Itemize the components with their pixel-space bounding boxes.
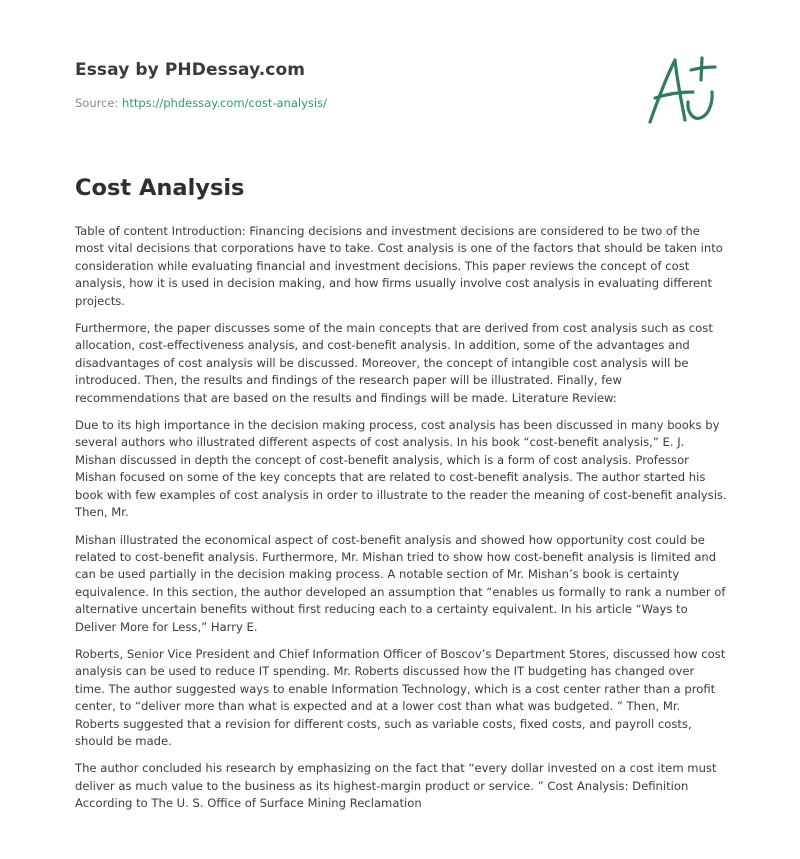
page-header	[75, 0, 725, 130]
paragraph: The author concluded his research by emphasizing on the fact that “every dollar invested on a cost item must deliver as much value to the business as its highest-margin product or service. ” Cost Analysis: Definition According to The U. S. Office of Surface Mining Reclamation	[75, 761, 717, 811]
paragraph: Mishan illustrated the economical aspect of cost-benefit analysis and showed how opportunity cost could be related to cost-benefit analysis. Furthermore, Mr. Mishan tried to show how cost-benefit analysis is limited and can be used partially in the decision making process. A notable section of Mr. Mishan’s book is certainty equivalence. In this section, the author developed an assumption that “enables us formally to rank a number of alternative uncertain benefits without first reducing each to a certainty equivalent. In his article “Ways to Deliver More for Less,” Harry E.	[75, 532, 726, 634]
article-title: Cost Analysis	[75, 175, 245, 201]
article-body	[75, 223, 727, 823]
source-label: Source:	[75, 96, 123, 110]
paragraph: Roberts, Senior Vice President and Chief Information Officer of Boscov’s Department Stores, discussed how cost analysis can be used to reduce IT spending. Mr. Roberts discussed how the IT budgeting has changed over time. The author suggested ways to enable Information Technology, which is a cost center rather than a profit center, to “deliver more than what is expected and at a lower cost than what was budgeted. ” Then, Mr. Roberts suggested that a revision for different costs, such as variable costs, fixed costs, and payroll costs, should be made.	[75, 646, 726, 748]
paragraph: Due to its high importance in the decision making process, cost analysis has been discussed in many books by several authors who illustrated different aspects of cost analysis. In his book “cost-benefit analysis,” E. J. Mishan discussed in depth the concept of cost-benefit analysis, which is a form of cost analysis. Professor Mishan focused on some of the key concepts that are related to cost-benefit analysis. The author started his book with few examples of cost analysis in order to illustrate to the reader the meaning of cost-benefit analysis. Then, Mr.	[75, 418, 727, 520]
a-plus-logo	[641, 50, 723, 130]
source-line	[75, 96, 327, 110]
site-brand: Essay by PHDessay.com	[75, 60, 306, 80]
paragraph: Table of content Introduction: Financing decisions and investment decisions are considered to be two of the most vital decisions that corporations have to take. Cost analysis is one of the factors that should be taken into consideration while evaluating financial and investment decisions. This paper reviews the concept of cost analysis, how it is used in decision making, and how firms usually involve cost analysis in evaluating different projects.	[75, 224, 723, 308]
paragraph: Furthermore, the paper discusses some of the main concepts that are derived from cost analysis such as cost allocation, cost-effectiveness analysis, and cost-benefit analysis. In addition, some of the advantages and disadvantages of cost analysis will be discussed. Moreover, the concept of intangible cost analysis will be introduced. Then, the results and findings of the research paper will be illustrated. Finally, few recommendations that are based on the results and findings will be made. Literature Review:	[75, 321, 713, 405]
source-link[interactable]: https://phdessay.com/cost-analysis/	[122, 96, 327, 110]
a-plus-logo-icon	[641, 50, 723, 130]
